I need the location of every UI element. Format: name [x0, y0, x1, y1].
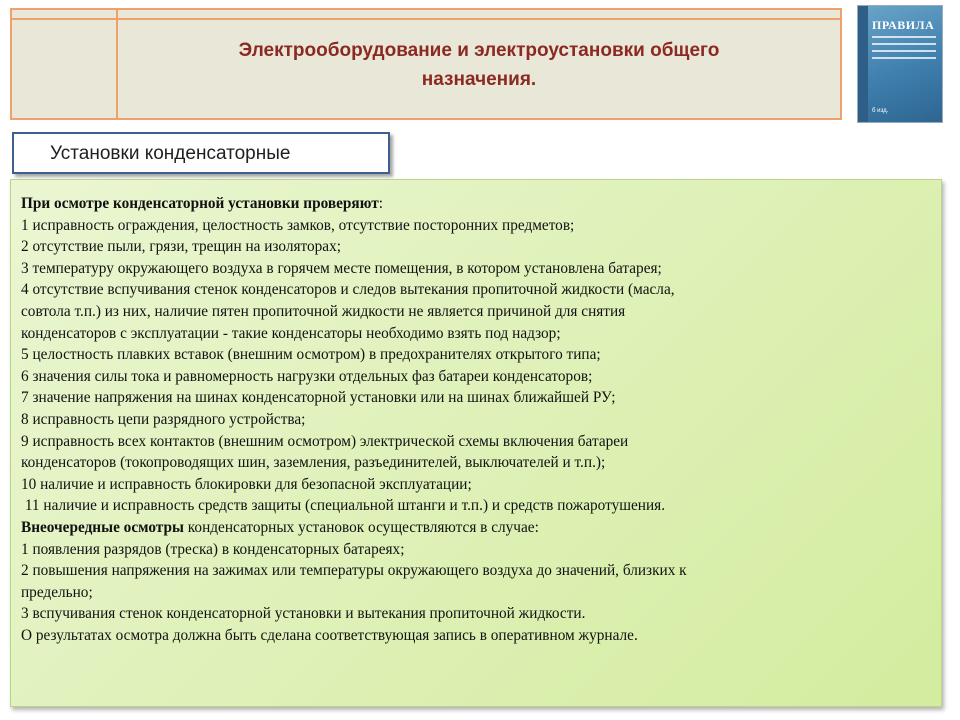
book-footer: б изд. — [872, 108, 889, 114]
extra-bold: Внеочередные осмотры — [21, 518, 184, 536]
check-item: конденсаторов с эксплуатации - такие конденсаторы необходимо взять под надзор; — [21, 324, 561, 342]
book-subtitle-lines — [872, 36, 936, 64]
check-item: 8 исправность цепи разрядного устройства; — [21, 410, 306, 428]
extra-item: 2 повышения напряжения на зажимах или температуры окружающего воздуха до значений, близких к — [21, 562, 687, 580]
check-item: 4 отсутствие вспучивания стенок конденсаторов и следов вытекания пропиточной жидкости (масла, — [21, 281, 675, 299]
check-item: 10 наличие и исправность блокировки для безопасной эксплуатации; — [21, 475, 472, 493]
check-item: конденсаторов (токопроводящих шин, заземления, разъединителей, выключателей и т.п.); — [21, 454, 606, 472]
extra-item: 3 вспучивания стенок конденсаторной установки и вытекания пропиточной жидкости. — [21, 605, 586, 623]
extra-item: предельно; — [21, 583, 93, 601]
book-spine — [858, 6, 868, 122]
extra-item: 1 появления разрядов (треска) в конденсаторных батареях; — [21, 540, 405, 558]
check-item: 11 наличие и исправность средств защиты (специальной штанги и т.п.) и средств пожаротушения. — [21, 497, 666, 515]
intro-bold: При осмотре конденсаторной установки проверяют — [21, 195, 379, 212]
content-panel — [10, 179, 942, 707]
check-item: 3 температуру окружающего воздуха в горячем месте помещения, в котором установлена батарея; — [21, 259, 662, 277]
check-item: 9 исправность всех контактов (внешним осмотром) электрической схемы включения батареи — [21, 432, 629, 450]
extra-item: О результатах осмотра должна быть сделана соответствующая запись в оперативном журнале. — [21, 626, 638, 644]
check-item: 7 значение напряжения на шинах конденсаторной установки или на шинах ближайшей РУ; — [21, 389, 616, 407]
page-title — [118, 36, 840, 94]
header-banner — [10, 8, 842, 120]
content-text — [21, 193, 931, 646]
check-item: 6 значения силы тока и равномерность нагрузки отдельных фаз батареи конденсаторов; — [21, 367, 593, 385]
check-item: 2 отсутствие пыли, грязи, трещин на изоляторах; — [21, 238, 341, 256]
intro-rest: : — [378, 195, 383, 212]
header-divider-horizontal — [12, 18, 840, 20]
check-item: совтола т.п.) из них, наличие пятен пропиточной жидкости не является причиной для снятия — [21, 302, 626, 320]
check-item: 1 исправность ограждения, целостность замков, отсутствие посторонних предметов; — [21, 216, 575, 234]
check-item: 5 целостность плавких вставок (внешним осмотром) в предохранителях открытого типа; — [21, 346, 601, 364]
section-heading-box — [12, 132, 390, 174]
extra-rest: конденсаторных установок осуществляются в случае: — [183, 518, 539, 536]
rules-book-cover-image — [857, 5, 943, 123]
book-title: ПРАВИЛА — [872, 18, 935, 32]
section-title: Установки конденсаторные — [50, 143, 291, 164]
extra-inspection-line — [21, 517, 931, 539]
page-title-line-1: Электрооборудование и электроустановки общего — [238, 40, 720, 61]
intro-line — [21, 193, 931, 215]
page-title-line-2: назначения. — [421, 69, 537, 90]
